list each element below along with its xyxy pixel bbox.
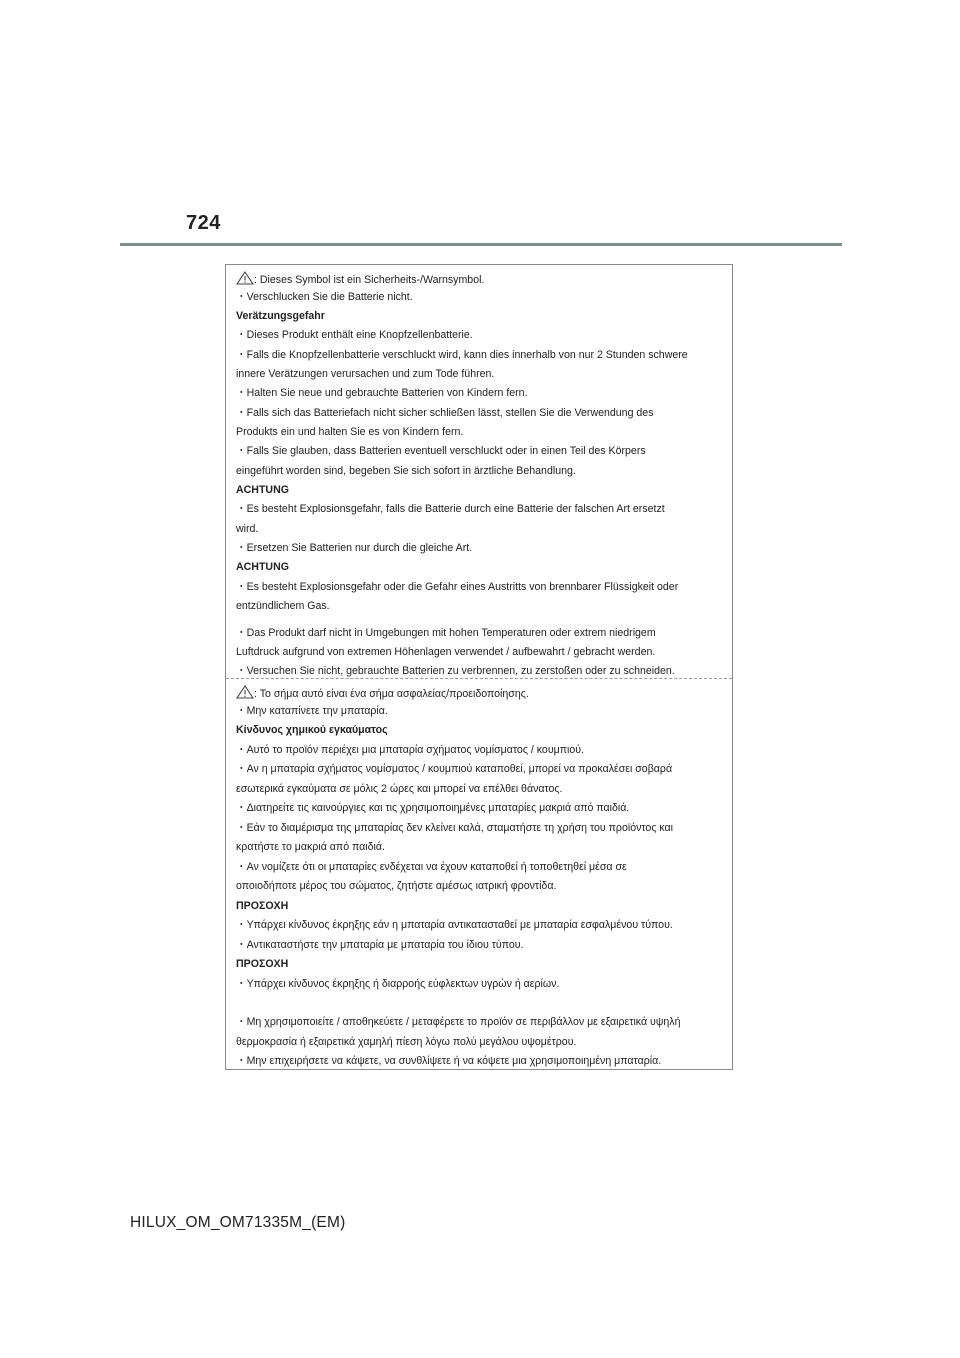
symbol-line-text: : Dieses Symbol ist ein Sicherheits-/Warnsymbol.	[254, 274, 485, 286]
text-line: ・Falls sich das Batteriefach nicht sicher schließen lässt, stellen Sie die Verwendung des	[236, 407, 654, 419]
text-line: ・Διατηρείτε τις καινούργιες και τις χρησιμοποιημένες μπαταρίες μακριά από παιδιά.	[236, 802, 630, 814]
text-line: εσωτερικά εγκαύματα σε μόλις 2 ώρες και μπορεί να επέλθει θάνατος.	[236, 783, 563, 795]
notice-section-german	[226, 265, 732, 678]
warning-triangle-icon	[236, 685, 254, 698]
symbol-line-german	[236, 271, 726, 287]
manual-code-footer: HILUX_OM_OM71335M_(EM)	[130, 1214, 346, 1231]
text-line: ・Αν η μπαταρία σχήματος νομίσματος / κουμπιού καταποθεί, μπορεί να προκαλέσει σοβαρά	[236, 763, 673, 775]
heading-caution: ACHTUNG	[236, 484, 289, 496]
heading-chemical-burn: Κίνδυνος χημικού εγκαύματος	[236, 724, 388, 736]
text-line: ・Halten Sie neue und gebrauchte Batterien von Kindern fern.	[236, 387, 528, 399]
heading-caution: ΠΡΟΣΟΧΗ	[236, 900, 289, 912]
text-line: ・Das Produkt darf nicht in Umgebungen mit hohen Temperaturen oder extrem niedrigem	[236, 627, 656, 639]
text-line: innere Verätzungen verursachen und zum Tode führen.	[236, 368, 495, 380]
text-line: ・Falls die Knopfzellenbatterie verschluckt wird, kann dies innerhalb von nur 2 Stunden schwere	[236, 349, 688, 361]
text-line: ・Αντικαταστήστε την μπαταρία με μπαταρία του ίδιου τύπου.	[236, 939, 524, 951]
symbol-line-text: : Το σήμα αυτό είναι ένα σήμα ασφαλείας/προειδοποίησης.	[254, 688, 529, 700]
text-line: eingeführt worden sind, begeben Sie sich sofort in ärztliche Behandlung.	[236, 465, 576, 477]
text-line: wird.	[236, 523, 259, 535]
text-line: ・Dieses Produkt enthält eine Knopfzellenbatterie.	[236, 329, 473, 341]
text-line: ・Υπάρχει κίνδυνος έκρηξης εάν η μπαταρία αντικατασταθεί με μπαταρία εσφαλμένου τύπου.	[236, 919, 673, 931]
text-line: θερμοκρασία ή εξαιρετικά χαμηλή πίεση λόγω πολύ μεγάλου υψομέτρου.	[236, 1036, 577, 1048]
warning-triangle-icon	[236, 271, 254, 284]
text-line: ・Es besteht Explosionsgefahr, falls die Batterie durch eine Batterie der falschen Art ersetzt	[236, 503, 665, 515]
text-line: κρατήστε το μακριά από παιδιά.	[236, 841, 385, 853]
text-line: ・Es besteht Explosionsgefahr oder die Gefahr eines Austritts von brennbarer Flüssigkeit oder	[236, 581, 679, 593]
notice-section-greek	[226, 678, 732, 1072]
text-line: οποιοδήποτε μέρος του σώματος, ζητήστε αμέσως ιατρική φροντίδα.	[236, 880, 557, 892]
text-line: ・Αυτό το προϊόν περιέχει μια μπαταρία σχήματος νομίσματος / κουμπιού.	[236, 744, 585, 756]
text-line: entzündlichem Gas.	[236, 600, 330, 612]
text-line: ・Versuchen Sie nicht, gebrauchte Batterien zu verbrennen, zu zerstoßen oder zu schneiden.	[236, 665, 675, 677]
text-line: ・Verschlucken Sie die Batterie nicht.	[236, 291, 413, 303]
header-rule	[120, 243, 842, 246]
text-line: ・Μην επιχειρήσετε να κάψετε, να συνθλίψετε ή να κόψετε μια χρησιμοποιημένη μπαταρία.	[236, 1055, 662, 1067]
text-line: ・Εάν το διαμέρισμα της μπαταρίας δεν κλείνει καλά, σταματήστε τη χρήση του προϊόντος και	[236, 822, 674, 834]
text-line: Luftdruck aufgrund von extremen Höhenlagen verwendet / aufbewahrt / gebracht werden.	[236, 646, 656, 658]
symbol-line-greek	[236, 685, 726, 701]
heading-caution: ACHTUNG	[236, 561, 289, 573]
text-line: ・Μη χρησιμοποιείτε / αποθηκεύετε / μεταφέρετε το προϊόν σε περιβάλλον με εξαιρετικά υψηλή	[236, 1016, 681, 1028]
battery-warning-notice	[225, 264, 733, 1070]
text-line: Produkts ein und halten Sie es von Kindern fern.	[236, 426, 464, 438]
heading-caution: ΠΡΟΣΟΧΗ	[236, 958, 289, 970]
text-line: ・Falls Sie glauben, dass Batterien eventuell verschluckt oder in einen Teil des Körpers	[236, 445, 646, 457]
text-line: ・Ersetzen Sie Batterien nur durch die gleiche Art.	[236, 542, 473, 554]
text-line: ・Μην καταπίνετε την μπαταρία.	[236, 705, 388, 717]
text-line: ・Αν νομίζετε ότι οι μπαταρίες ενδέχεται να έχουν καταποθεί ή τοποθετηθεί μέσα σε	[236, 861, 627, 873]
page-number: 724	[186, 212, 221, 234]
heading-chemical-burn: Verätzungsgefahr	[236, 310, 325, 322]
text-line: ・Υπάρχει κίνδυνος έκρηξης ή διαρροής εύφλεκτων υγρών ή αερίων.	[236, 978, 560, 990]
